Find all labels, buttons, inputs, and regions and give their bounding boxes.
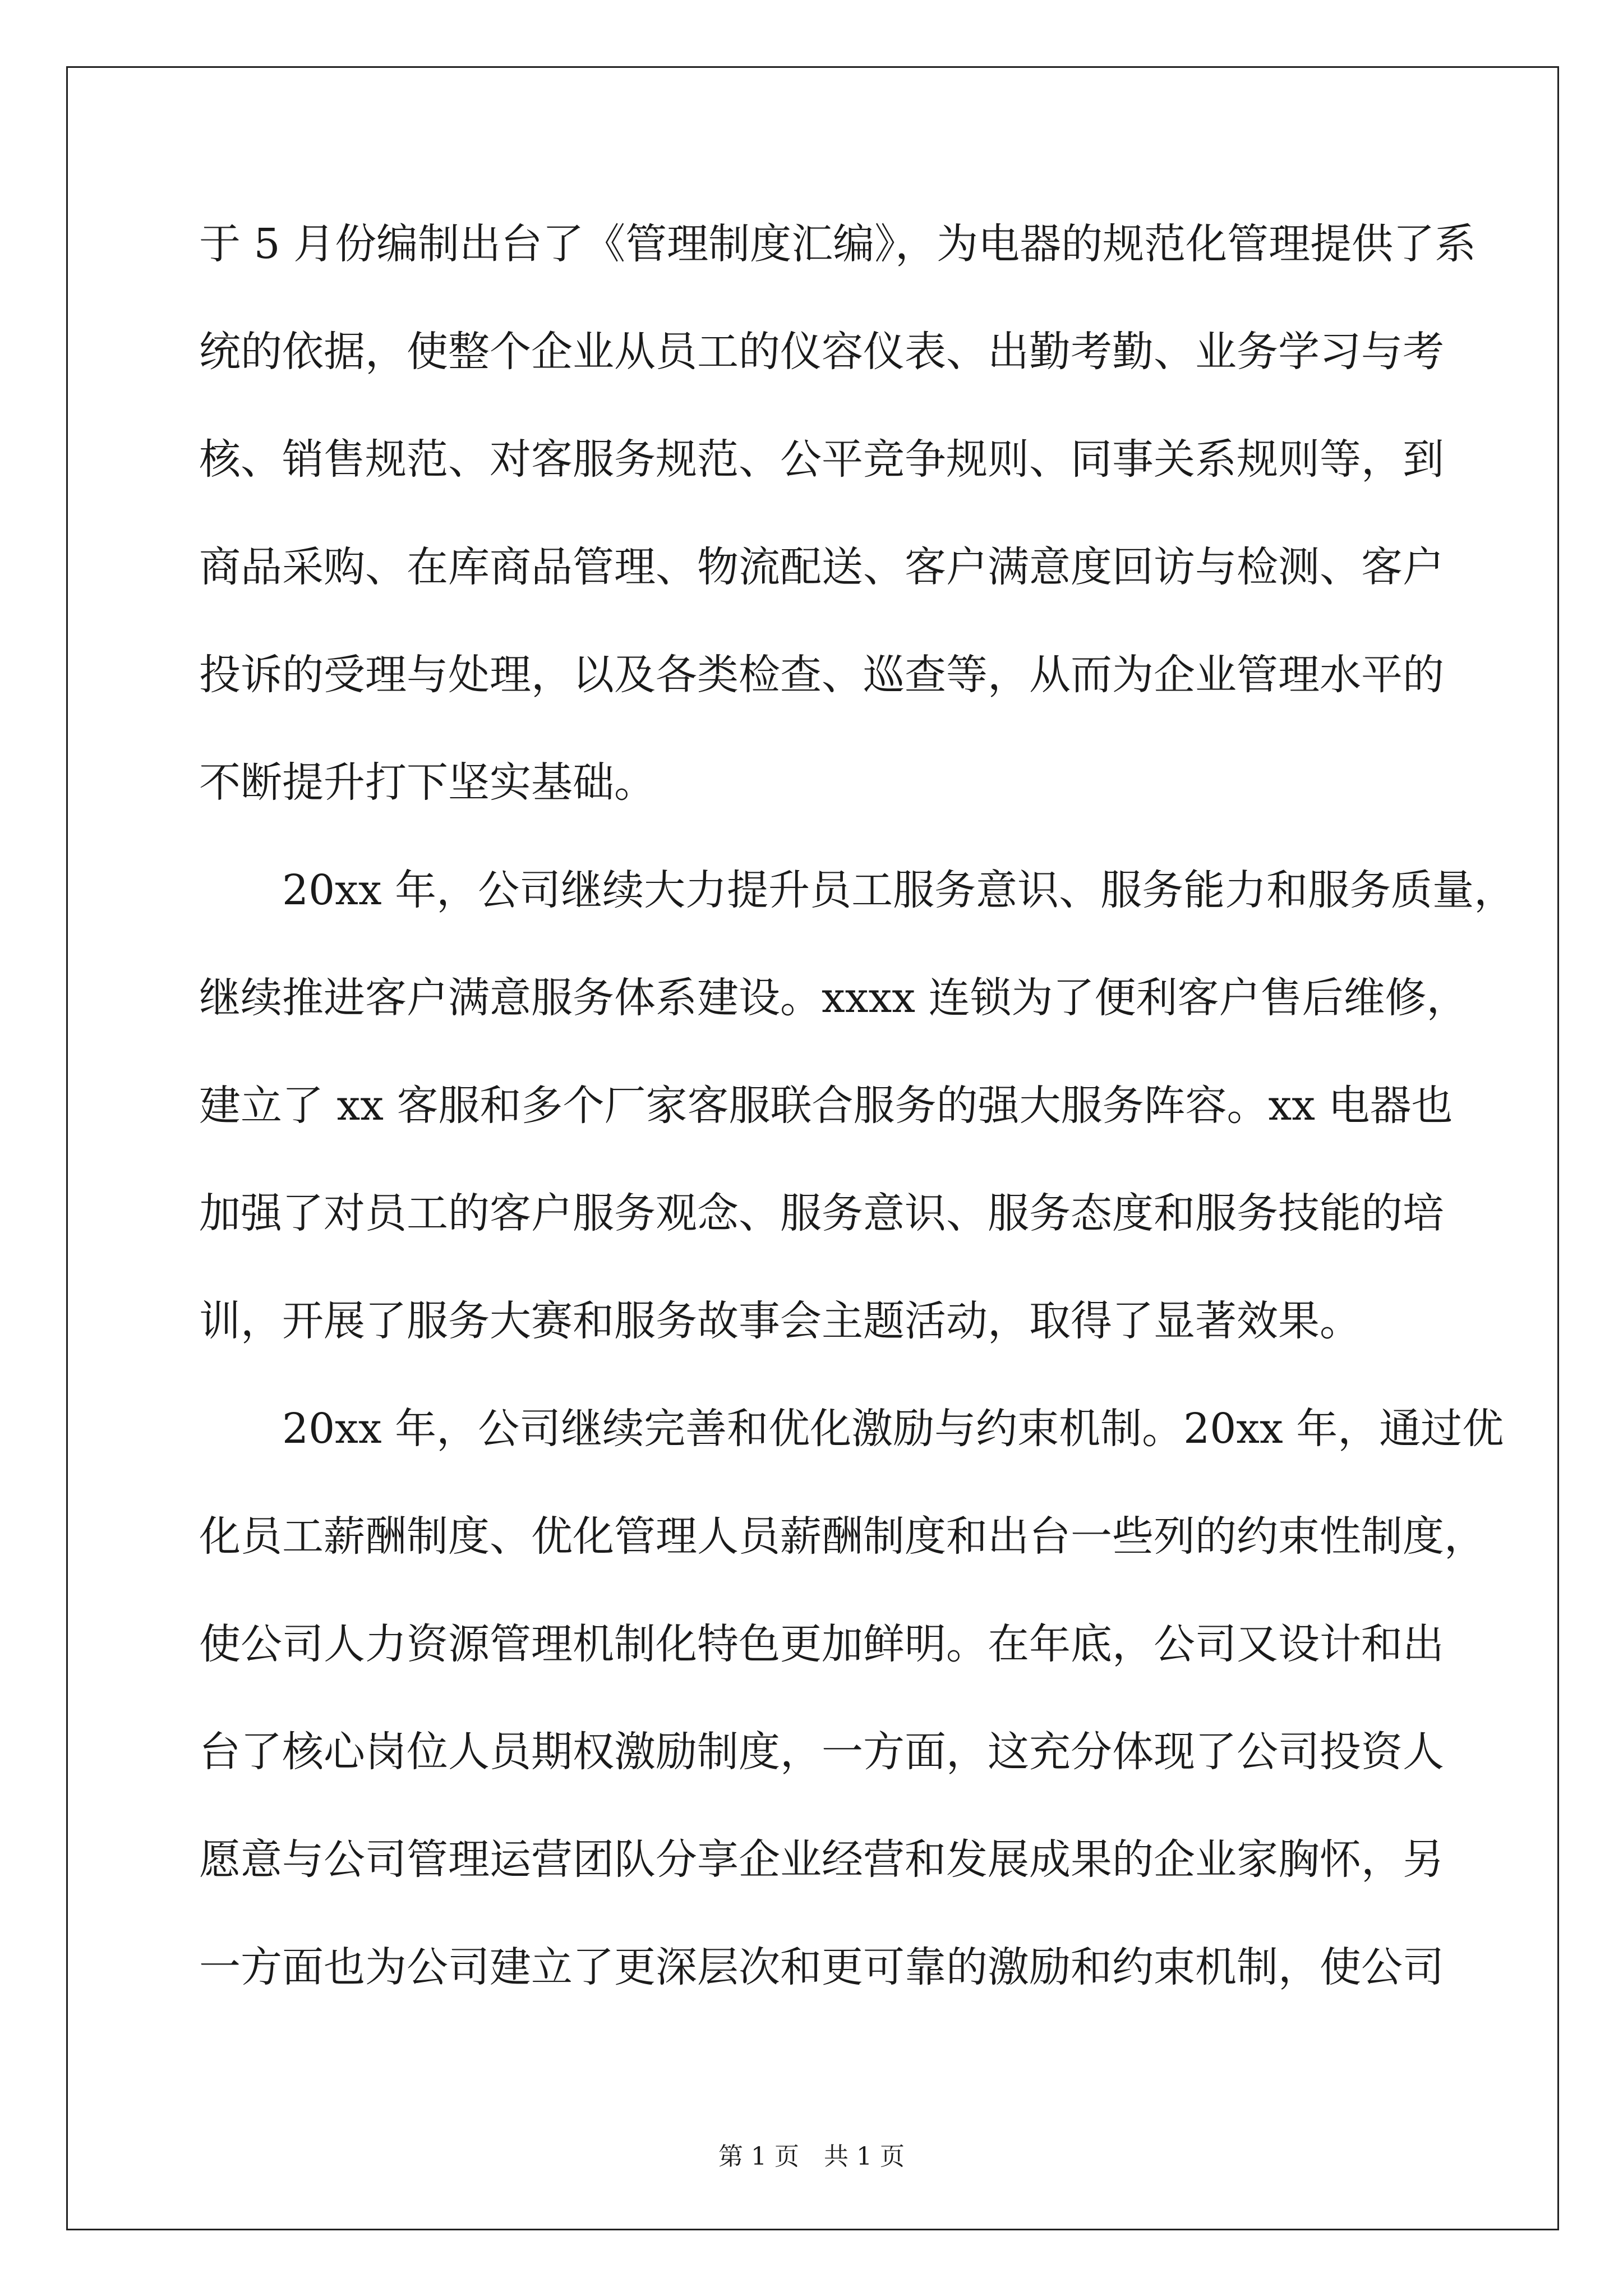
document-body — [199, 215, 1516, 2046]
text-line: 20xx 年，公司继续大力提升员工服务意识、服务能力和服务质量， — [282, 866, 1516, 914]
text-line: 训，开展了服务大赛和服务故事会主题活动，取得了显著效果。 — [199, 1297, 1361, 1345]
text-line: 继续推进客户满意服务体系建设。xxxx 连锁为了便利客户售后维修， — [199, 974, 1468, 1022]
text-line: 核、销售规范、对客服务规范、公平竞争规则、同事关系规则等，到 — [199, 435, 1444, 484]
text-line: 愿意与公司管理运营团队分享企业经营和发展成果的企业家胸怀，另 — [199, 1835, 1444, 1884]
text-line: 20xx 年，公司继续完善和优化激励与约束机制。20xx 年，通过优 — [282, 1405, 1504, 1453]
text-line: 使公司人力资源管理机制化特色更加鲜明。在年底，公司又设计和出 — [199, 1620, 1444, 1668]
text-line: 化员工薪酬制度、优化管理人员薪酬制度和出台一些列的约束性制度， — [199, 1512, 1486, 1561]
text-line: 商品采购、在库商品管理、物流配送、客户满意度回访与检测、客户 — [199, 543, 1444, 591]
text-line: 建立了 xx 客服和多个厂家客服联合服务的强大服务阵容。xx 电器也 — [199, 1082, 1453, 1130]
text-line: 于 5 月份编制出台了《管理制度汇编》，为电器的规范化管理提供了系 — [199, 220, 1477, 268]
text-line: 统的依据，使整个企业从员工的仪容仪表、出勤考勤、业务学习与考 — [199, 328, 1444, 376]
text-line: 加强了对员工的客户服务观念、服务意识、服务态度和服务技能的培 — [199, 1189, 1444, 1237]
text-line: 台了核心岗位人员期权激励制度，一方面，这充分体现了公司投资人 — [199, 1728, 1444, 1776]
text-line: 投诉的受理与处理，以及各类检查、巡查等，从而为企业管理水平的 — [199, 651, 1444, 699]
text-line: 一方面也为公司建立了更深层次和更可靠的激励和约束机制，使公司 — [199, 1943, 1444, 1991]
page-number-footer: 第 1 页 共 1 页 — [718, 2142, 905, 2171]
text-line: 不断提升打下坚实基础。 — [199, 758, 656, 807]
